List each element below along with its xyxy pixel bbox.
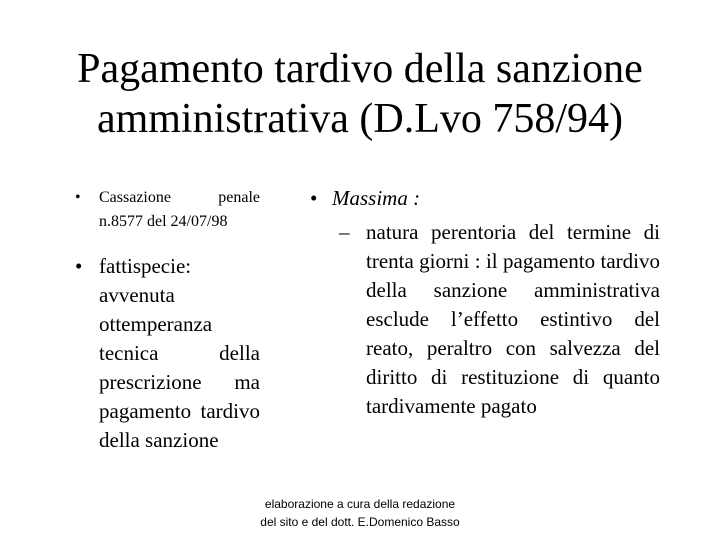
fattispecie-text: fattispecie: avvenuta ottemperanza tecnica della prescrizione ma pagamento tardivo della sanzione	[99, 254, 260, 452]
massima-label: Massima :	[332, 186, 421, 210]
left-column	[75, 186, 260, 455]
footer-line-2: del sito e del dott. E.Domenico Basso	[260, 515, 460, 529]
massima-heading	[310, 184, 660, 213]
title-line-1: Pagamento tardivo della sanzione	[77, 46, 643, 92]
title-line-2: amministrativa (D.Lvo 758/94)	[96, 96, 624, 142]
right-column	[310, 184, 660, 421]
bullet-item-case	[75, 186, 260, 234]
slide-title	[40, 44, 680, 144]
footer-credit	[250, 495, 470, 531]
bullet-icon: •	[75, 254, 83, 278]
case-reference-text: Cassazione penale n.8577 del 24/07/98	[99, 189, 260, 230]
footer-line-1: elaborazione a cura della redazione	[264, 497, 456, 511]
dash-icon: –	[339, 220, 350, 244]
bullet-icon: •	[75, 189, 81, 206]
massima-text: natura perentoria del termine di trenta giorni : il pagamento tardivo della sanzione amministrativa esclude l’effetto estintivo del reato, peraltro con salvezza del diritto di restituzione di quanto tardivamente pagato	[366, 220, 660, 418]
massima-sub-item	[310, 218, 660, 421]
bullet-item-fattispecie	[75, 252, 260, 455]
bullet-icon: •	[310, 186, 318, 210]
